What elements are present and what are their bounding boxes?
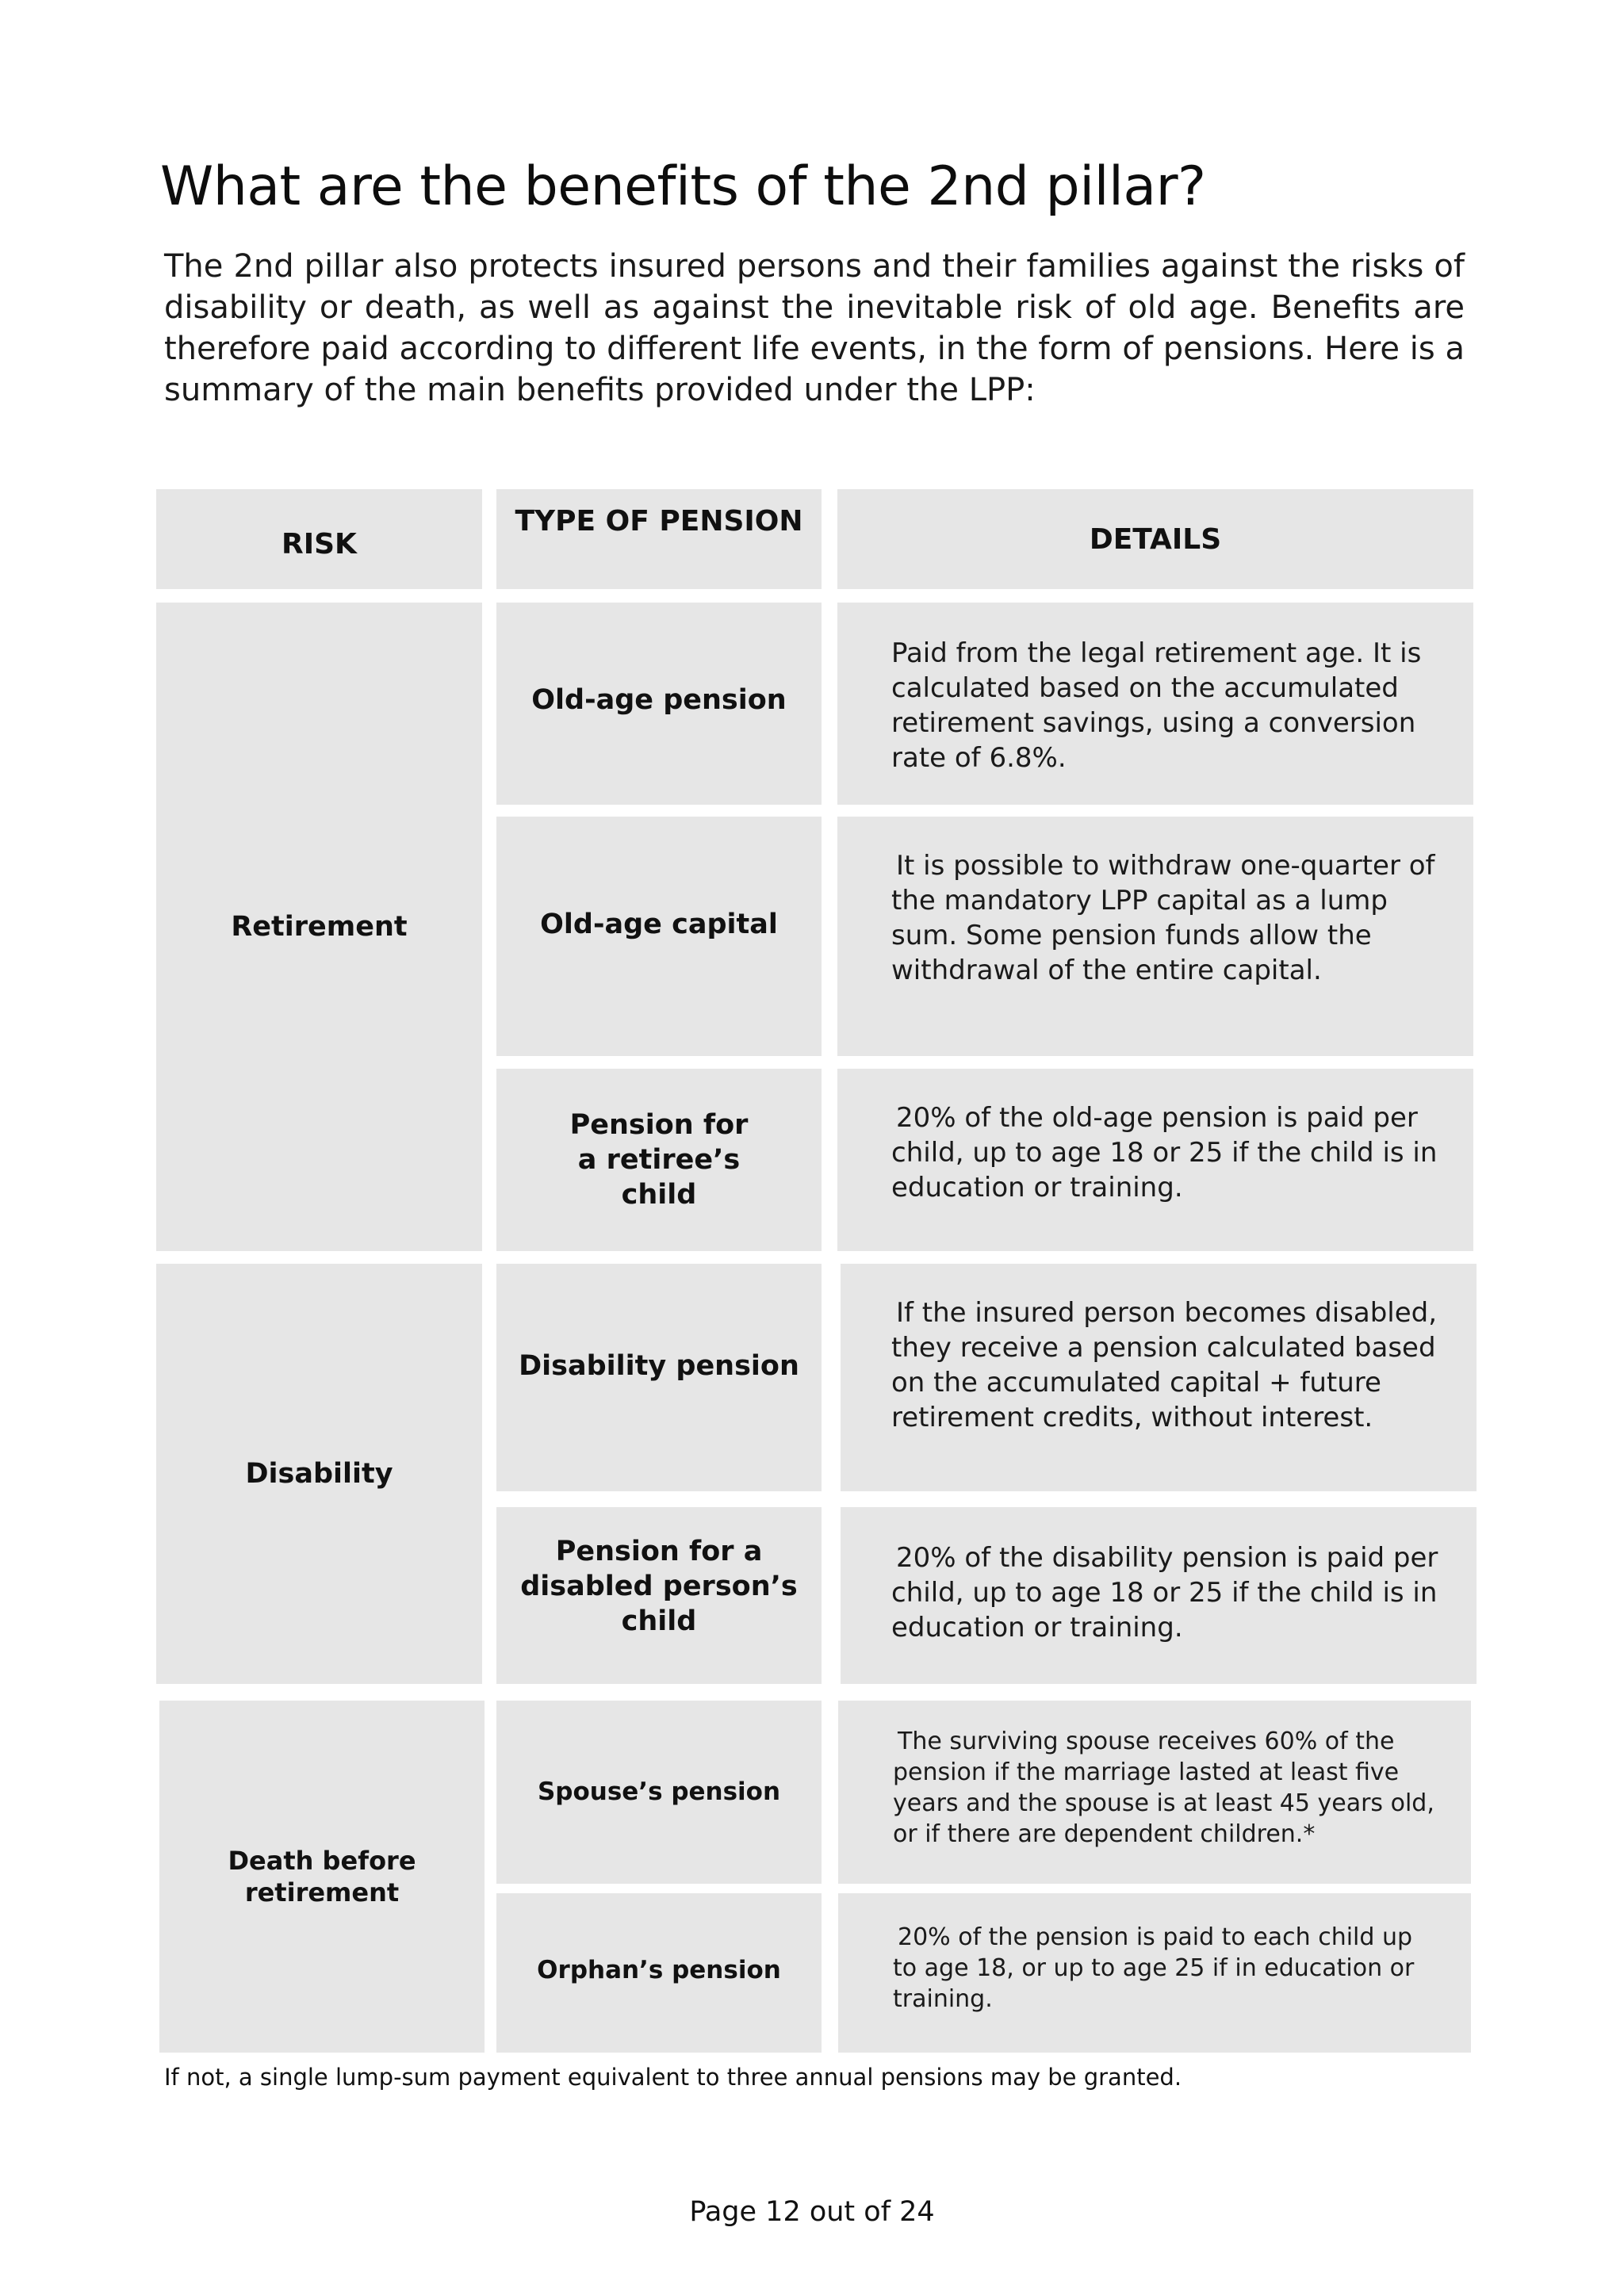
footnote: If not, a single lump-sum payment equivalent to three annual pensions may be granted. [164,2064,1182,2091]
details-orphan-pension: 20% of the pension is paid to each child up to age 18, or up to age 25 if in education or training. [893,1923,1415,2013]
risk-disability-cell [156,1264,482,1684]
risk-retirement-cell [156,603,482,1251]
type-spouse-pension-cell [496,1701,822,1884]
details-retiree-child-cell [837,1069,1473,1251]
type-disabled-child: Pension for a disabled person’s child [520,1535,798,1637]
header-risk-cell [156,489,482,589]
details-disabled-child-cell [841,1507,1477,1684]
type-spouse-pension: Spouse’s pension [537,1777,781,1806]
risk-retirement: Retirement [231,911,408,943]
details-disabled-child: 20% of the disability pension is paid per child, up to age 18 or 25 if the child is in education or training. [891,1542,1438,1644]
type-disabled-child-cell [496,1507,822,1684]
details-retiree-child: 20% of the old-age pension is paid per child, up to age 18 or 25 if the child is in education or training. [891,1102,1438,1203]
header-risk: RISK [282,527,357,561]
risk-death: Death before retirement [228,1846,416,1908]
type-retiree-child-cell [496,1069,822,1251]
details-spouse-pension: The surviving spouse receives 60% of the pension if the marriage lasted at least five years and the spouse is at least 45 years old, or if there are dependent children.* [893,1728,1434,1848]
details-disability-pension-cell [841,1264,1477,1491]
type-disability-pension-cell [496,1264,822,1491]
details-old-age-pension-cell [837,603,1473,805]
details-orphan-pension-cell [838,1893,1471,2053]
type-old-age-pension-cell [496,603,822,805]
header-details: DETAILS [1089,522,1222,556]
header-type-cell [496,489,822,589]
type-old-age-pension: Old-age pension [531,683,787,716]
page-number: Page 12 out of 24 [689,2196,935,2228]
type-disability-pension: Disability pension [519,1349,799,1382]
type-orphan-pension: Orphan’s pension [537,1955,781,1984]
intro-paragraph: The 2nd pillar also protects insured persons and their families against the risks of disability or death, as well as against the inevitable risk of old age. Benefits are therefore paid according to different life events, in the form of pensions. Here is a summary of the main benefits provided under the LPP: [164,248,1465,408]
details-disability-pension: If the insured person becomes disabled, they receive a pension calculated based on the accumulated capital + future retirement credits, without interest. [891,1297,1438,1433]
risk-death-cell [159,1701,485,2053]
type-old-age-capital-cell [496,817,822,1056]
type-orphan-pension-cell [496,1893,822,2053]
risk-disability: Disability [245,1458,393,1490]
details-old-age-pension: Paid from the legal retirement age. It is calculated based on the accumulated retirement savings, using a conversion rate of 6.8%. [891,637,1422,774]
details-old-age-capital-cell [837,817,1473,1056]
header-type: TYPE OF PENSION [515,505,803,538]
type-retiree-child: Pension for a retiree’s child [569,1109,749,1211]
header-details-cell [837,489,1473,589]
page-title: What are the benefits of the 2nd pillar? [160,155,1206,218]
details-old-age-capital: It is possible to withdraw one-quarter of the mandatory LPP capital as a lump sum. Some pension funds allow the withdrawal of the entire capital. [891,850,1435,986]
details-spouse-pension-cell [838,1701,1471,1884]
type-old-age-capital: Old-age capital [540,909,778,940]
